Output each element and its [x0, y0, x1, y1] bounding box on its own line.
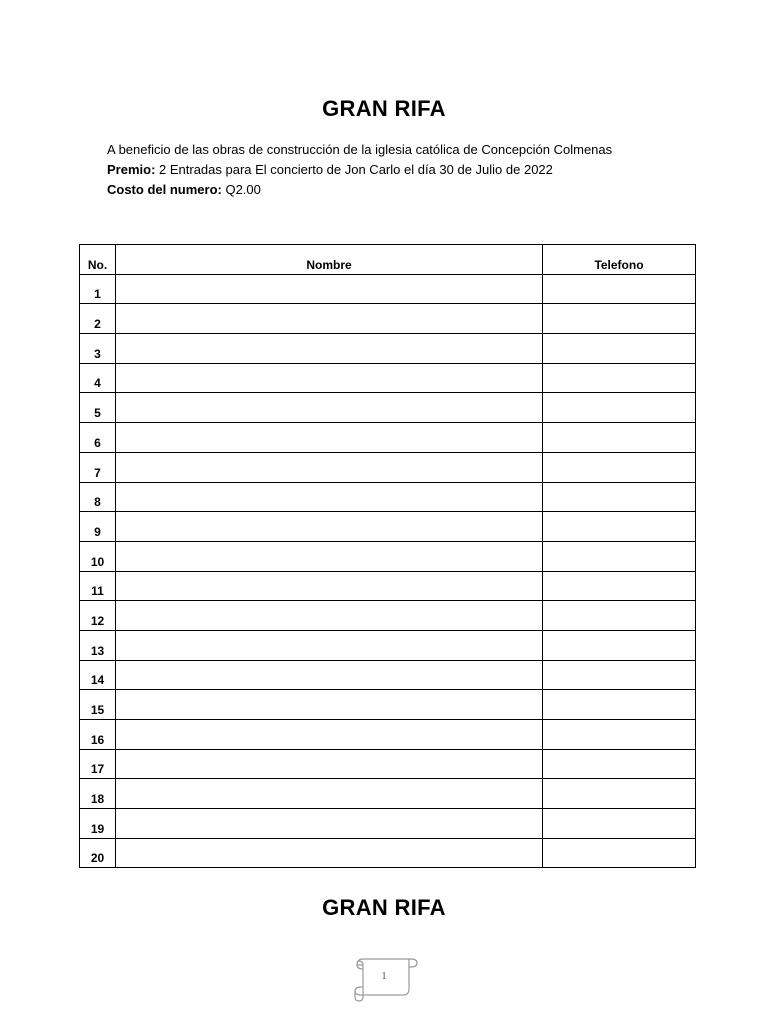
- row-number: 7: [80, 452, 116, 482]
- telefono-cell: [543, 274, 696, 304]
- telefono-cell: [543, 779, 696, 809]
- telefono-cell: [543, 363, 696, 393]
- row-number: 12: [80, 601, 116, 631]
- raffle-info: [107, 140, 612, 200]
- table-header-row: [80, 245, 696, 275]
- telefono-cell: [543, 304, 696, 334]
- nombre-cell: [116, 601, 543, 631]
- page-title: GRAN RIFA: [322, 96, 446, 121]
- table-row: [80, 512, 696, 542]
- nombre-cell: [116, 423, 543, 453]
- table-row: [80, 452, 696, 482]
- nombre-cell: [116, 512, 543, 542]
- row-number: 4: [80, 363, 116, 393]
- row-number: 13: [80, 630, 116, 660]
- telefono-cell: [543, 482, 696, 512]
- row-number: 18: [80, 779, 116, 809]
- nombre-cell: [116, 749, 543, 779]
- row-number: 3: [80, 334, 116, 364]
- table-row: [80, 838, 696, 868]
- row-number: 8: [80, 482, 116, 512]
- nombre-cell: [116, 482, 543, 512]
- nombre-cell: [116, 304, 543, 334]
- table-row: [80, 334, 696, 364]
- row-number: 15: [80, 690, 116, 720]
- row-number: 1: [80, 274, 116, 304]
- nombre-cell: [116, 363, 543, 393]
- table-row: [80, 541, 696, 571]
- row-number: 10: [80, 541, 116, 571]
- table-row: [80, 274, 696, 304]
- table-row: [80, 482, 696, 512]
- table-row: [80, 393, 696, 423]
- nombre-cell: [116, 838, 543, 868]
- description-line: A beneficio de las obras de construcción de la iglesia católica de Concepción Colmenas: [107, 142, 613, 157]
- row-number: 9: [80, 512, 116, 542]
- nombre-cell: [116, 690, 543, 720]
- table-row: [80, 779, 696, 809]
- header-no: No.: [80, 245, 116, 275]
- telefono-cell: [543, 630, 696, 660]
- row-number: 19: [80, 809, 116, 839]
- telefono-cell: [543, 423, 696, 453]
- table-row: [80, 720, 696, 750]
- premio-value: 2 Entradas para El concierto de Jon Carlo el día 30 de Julio de 2022: [155, 162, 553, 177]
- telefono-cell: [543, 571, 696, 601]
- nombre-cell: [116, 779, 543, 809]
- telefono-cell: [543, 334, 696, 364]
- telefono-cell: [543, 601, 696, 631]
- telefono-cell: [543, 393, 696, 423]
- telefono-cell: [543, 838, 696, 868]
- nombre-cell: [116, 452, 543, 482]
- telefono-cell: [543, 660, 696, 690]
- table-row: [80, 304, 696, 334]
- costo-line: [107, 180, 612, 200]
- row-number: 14: [80, 660, 116, 690]
- costo-value: Q2.00: [221, 182, 261, 197]
- table-row: [80, 363, 696, 393]
- telefono-cell: [543, 749, 696, 779]
- nombre-cell: [116, 274, 543, 304]
- nombre-cell: [116, 571, 543, 601]
- table-row: [80, 423, 696, 453]
- header-nombre: Nombre: [116, 245, 543, 275]
- page-number: 1: [381, 970, 387, 982]
- table-row: [80, 749, 696, 779]
- telefono-cell: [543, 541, 696, 571]
- nombre-cell: [116, 809, 543, 839]
- header-telefono: Telefono: [543, 245, 696, 275]
- table-row: [80, 630, 696, 660]
- nombre-cell: [116, 393, 543, 423]
- nombre-cell: [116, 334, 543, 364]
- footer-title: GRAN RIFA: [322, 895, 446, 920]
- telefono-cell: [543, 690, 696, 720]
- row-number: 6: [80, 423, 116, 453]
- raffle-table: [79, 244, 696, 868]
- nombre-cell: [116, 541, 543, 571]
- row-number: 17: [80, 749, 116, 779]
- row-number: 5: [80, 393, 116, 423]
- nombre-cell: [116, 720, 543, 750]
- costo-label: Costo del numero:: [107, 182, 222, 197]
- table-row: [80, 660, 696, 690]
- telefono-cell: [543, 512, 696, 542]
- table-row: [80, 601, 696, 631]
- row-number: 2: [80, 304, 116, 334]
- row-number: 20: [80, 838, 116, 868]
- table-row: [80, 809, 696, 839]
- page-number-badge: [349, 953, 419, 1003]
- telefono-cell: [543, 452, 696, 482]
- nombre-cell: [116, 660, 543, 690]
- table-row: [80, 571, 696, 601]
- table-row: [80, 690, 696, 720]
- premio-label: Premio:: [107, 162, 156, 177]
- premio-line: [107, 160, 612, 180]
- row-number: 11: [80, 571, 116, 601]
- telefono-cell: [543, 720, 696, 750]
- telefono-cell: [543, 809, 696, 839]
- nombre-cell: [116, 630, 543, 660]
- row-number: 16: [80, 720, 116, 750]
